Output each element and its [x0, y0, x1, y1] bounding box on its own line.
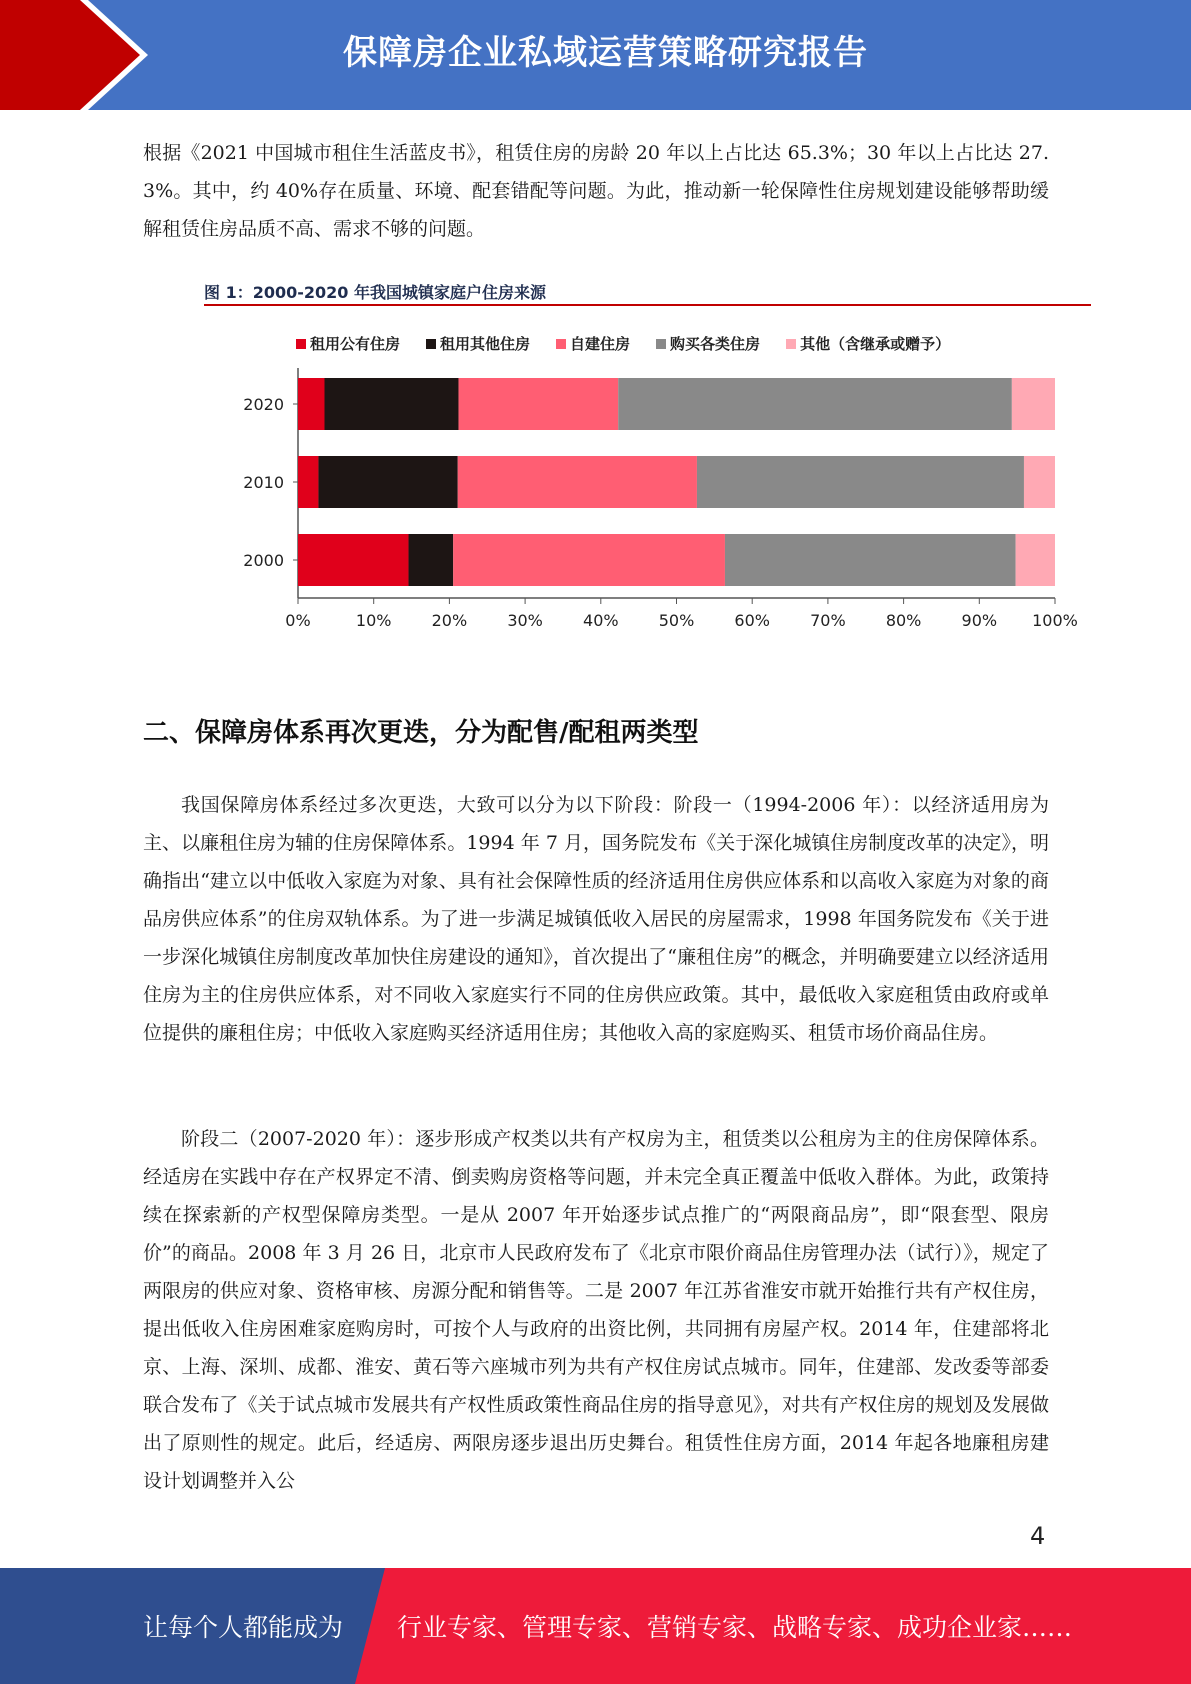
figure-housing-source-chart — [200, 278, 1100, 668]
report-title: 保障房企业私域运营策略研究报告 — [343, 33, 868, 73]
x-tick-label: 100% — [1032, 611, 1078, 630]
bar-segment — [1024, 456, 1055, 508]
y-tick-label: 2020 — [243, 395, 284, 414]
legend-label: 购买各类住房 — [670, 335, 761, 353]
page-number: 4 — [1030, 1522, 1046, 1550]
legend-swatch — [426, 339, 436, 349]
legend-swatch — [296, 339, 306, 349]
x-tick-label: 90% — [961, 611, 998, 630]
figure-title-rule — [204, 304, 1091, 306]
x-tick-label: 0% — [285, 611, 311, 630]
bar-segment — [458, 456, 697, 508]
x-tick-label: 60% — [734, 611, 770, 630]
x-tick-label: 20% — [431, 611, 468, 630]
bar-segment — [409, 534, 454, 586]
x-tick-label: 30% — [507, 611, 543, 630]
legend-label: 自建住房 — [570, 335, 631, 353]
legend-swatch — [656, 339, 666, 349]
x-tick-label: 80% — [885, 611, 922, 630]
body-paragraph-stage-two: 阶段二（2007-2020 年）：逐步形成产权类以共有产权房为主，租赁类以公租房为主的住房保障体系。经适房在实践中存在产权界定不清、倒卖购房资格等问题，并未完全真正覆盖中低收入群体。为此，政策持续在探索新的产权型保障房类型。一是从 2007 年开始逐步试点推广的“两限商品房”，即“限套型、限房价”的商品。2008 年 3 月 26 日，北京市人民政府发布了《北京市限价商品住房管理办法（试行）》，规定了两限房的供应对象、资格审核、房源分配和销售等。二是 2007 年江苏省淮安市就开始推行共有产权住房，提出低收入住房困难家庭购房时，可按个人与政府的出资比例，共同拥有房屋产权。2014 年，住建部将北京、上海、深圳、成都、淮安、黄石等六座城市列为共有产权住房试点城市。同年，住建部、发改委等部委联合发布了《关于试点城市发展共有产权性质政策性商品住房的指导意见》，对共有产权住房的规划及发展做出了原则性的规定。此后，经适房、两限房逐步退出历史舞台。租赁性住房方面，2014 年起各地廉租房建设计划调整并入公 — [143, 1128, 1049, 1492]
legend-item — [426, 333, 530, 354]
footer-slogan-left: 让每个人都能成为 — [143, 1613, 344, 1642]
figure-title: 图 1：2000-2020 年我国城镇家庭户住房来源 — [204, 283, 546, 302]
x-tick-label: 40% — [583, 611, 619, 630]
footer-slogan-right: 行业专家、管理专家、营销专家、战略专家、成功企业家…… — [397, 1613, 1073, 1642]
bar-segment — [324, 378, 458, 430]
legend-swatch — [556, 339, 566, 349]
bar-segment — [1012, 378, 1055, 430]
page-footer — [0, 1568, 1191, 1684]
bar-segment — [725, 534, 1016, 586]
bar-segment — [697, 456, 1024, 508]
chart-legend — [296, 333, 950, 354]
legend-item — [786, 333, 950, 354]
x-tick-label: 50% — [658, 611, 695, 630]
bar-segment — [298, 456, 318, 508]
legend-label: 租用公有住房 — [310, 335, 401, 353]
y-tick-label: 2010 — [243, 473, 284, 492]
x-tick-label: 70% — [810, 611, 846, 630]
legend-label: 其他（含继承或赠予） — [800, 335, 951, 353]
legend-item — [296, 333, 400, 354]
bar-segment — [298, 534, 409, 586]
section-heading: 二、保障房体系再次更迭，分为配售/配租两类型 — [143, 718, 699, 748]
bar-segment — [618, 378, 1012, 430]
page-header — [0, 0, 1191, 110]
legend-swatch — [786, 339, 796, 349]
bar-segment — [318, 456, 457, 508]
legend-item — [656, 333, 760, 354]
legend-label: 租用其他住房 — [440, 335, 531, 353]
bar-segment — [453, 534, 725, 586]
body-paragraph-stage-one: 我国保障房体系经过多次更迭，大致可以分为以下阶段：阶段一（1994-2006 年）：以经济适用房为主、以廉租住房为辅的住房保障体系。1994 年 7 月，国务院发布《关于深化城镇住房制度改革的决定》，明确指出“建立以中低收入家庭为对象、具有社会保障性质的经济适用住房供应体系和以高收入家庭为对象的商品房供应体系”的住房双轨体系。为了进一步满足城镇低收入居民的房屋需求，1998 年国务院发布《关于进一步深化城镇住房制度改革加快住房建设的通知》，首次提出了“廉租住房”的概念，并明确要建立以经济适用住房为主的住房供应体系，对不同收入家庭实行不同的住房供应政策。其中，最低收入家庭租赁由政府或单位提供的廉租住房；中低收入家庭购买经济适用住房；其他收入高的家庭购买、租赁市场价商品住房。 — [143, 794, 1049, 1044]
x-tick-label: 10% — [355, 611, 392, 630]
intro-paragraph: 根据《2021 中国城市租住生活蓝皮书》，租赁住房的房龄 20 年以上占比达 65.3%；30 年以上占比达 27.3%。其中，约 40%存在质量、环境、配套错配等问题。为此，推动新一轮保障性住房规划建设能够帮助缓解租赁住房品质不高、需求不够的问题。 — [143, 142, 1049, 240]
bar-segment — [1016, 534, 1055, 586]
bar-segment — [458, 378, 618, 430]
y-tick-label: 2000 — [243, 551, 284, 570]
stacked-bar-chart — [200, 368, 1100, 668]
bar-segment — [298, 378, 324, 430]
legend-item — [556, 333, 630, 354]
